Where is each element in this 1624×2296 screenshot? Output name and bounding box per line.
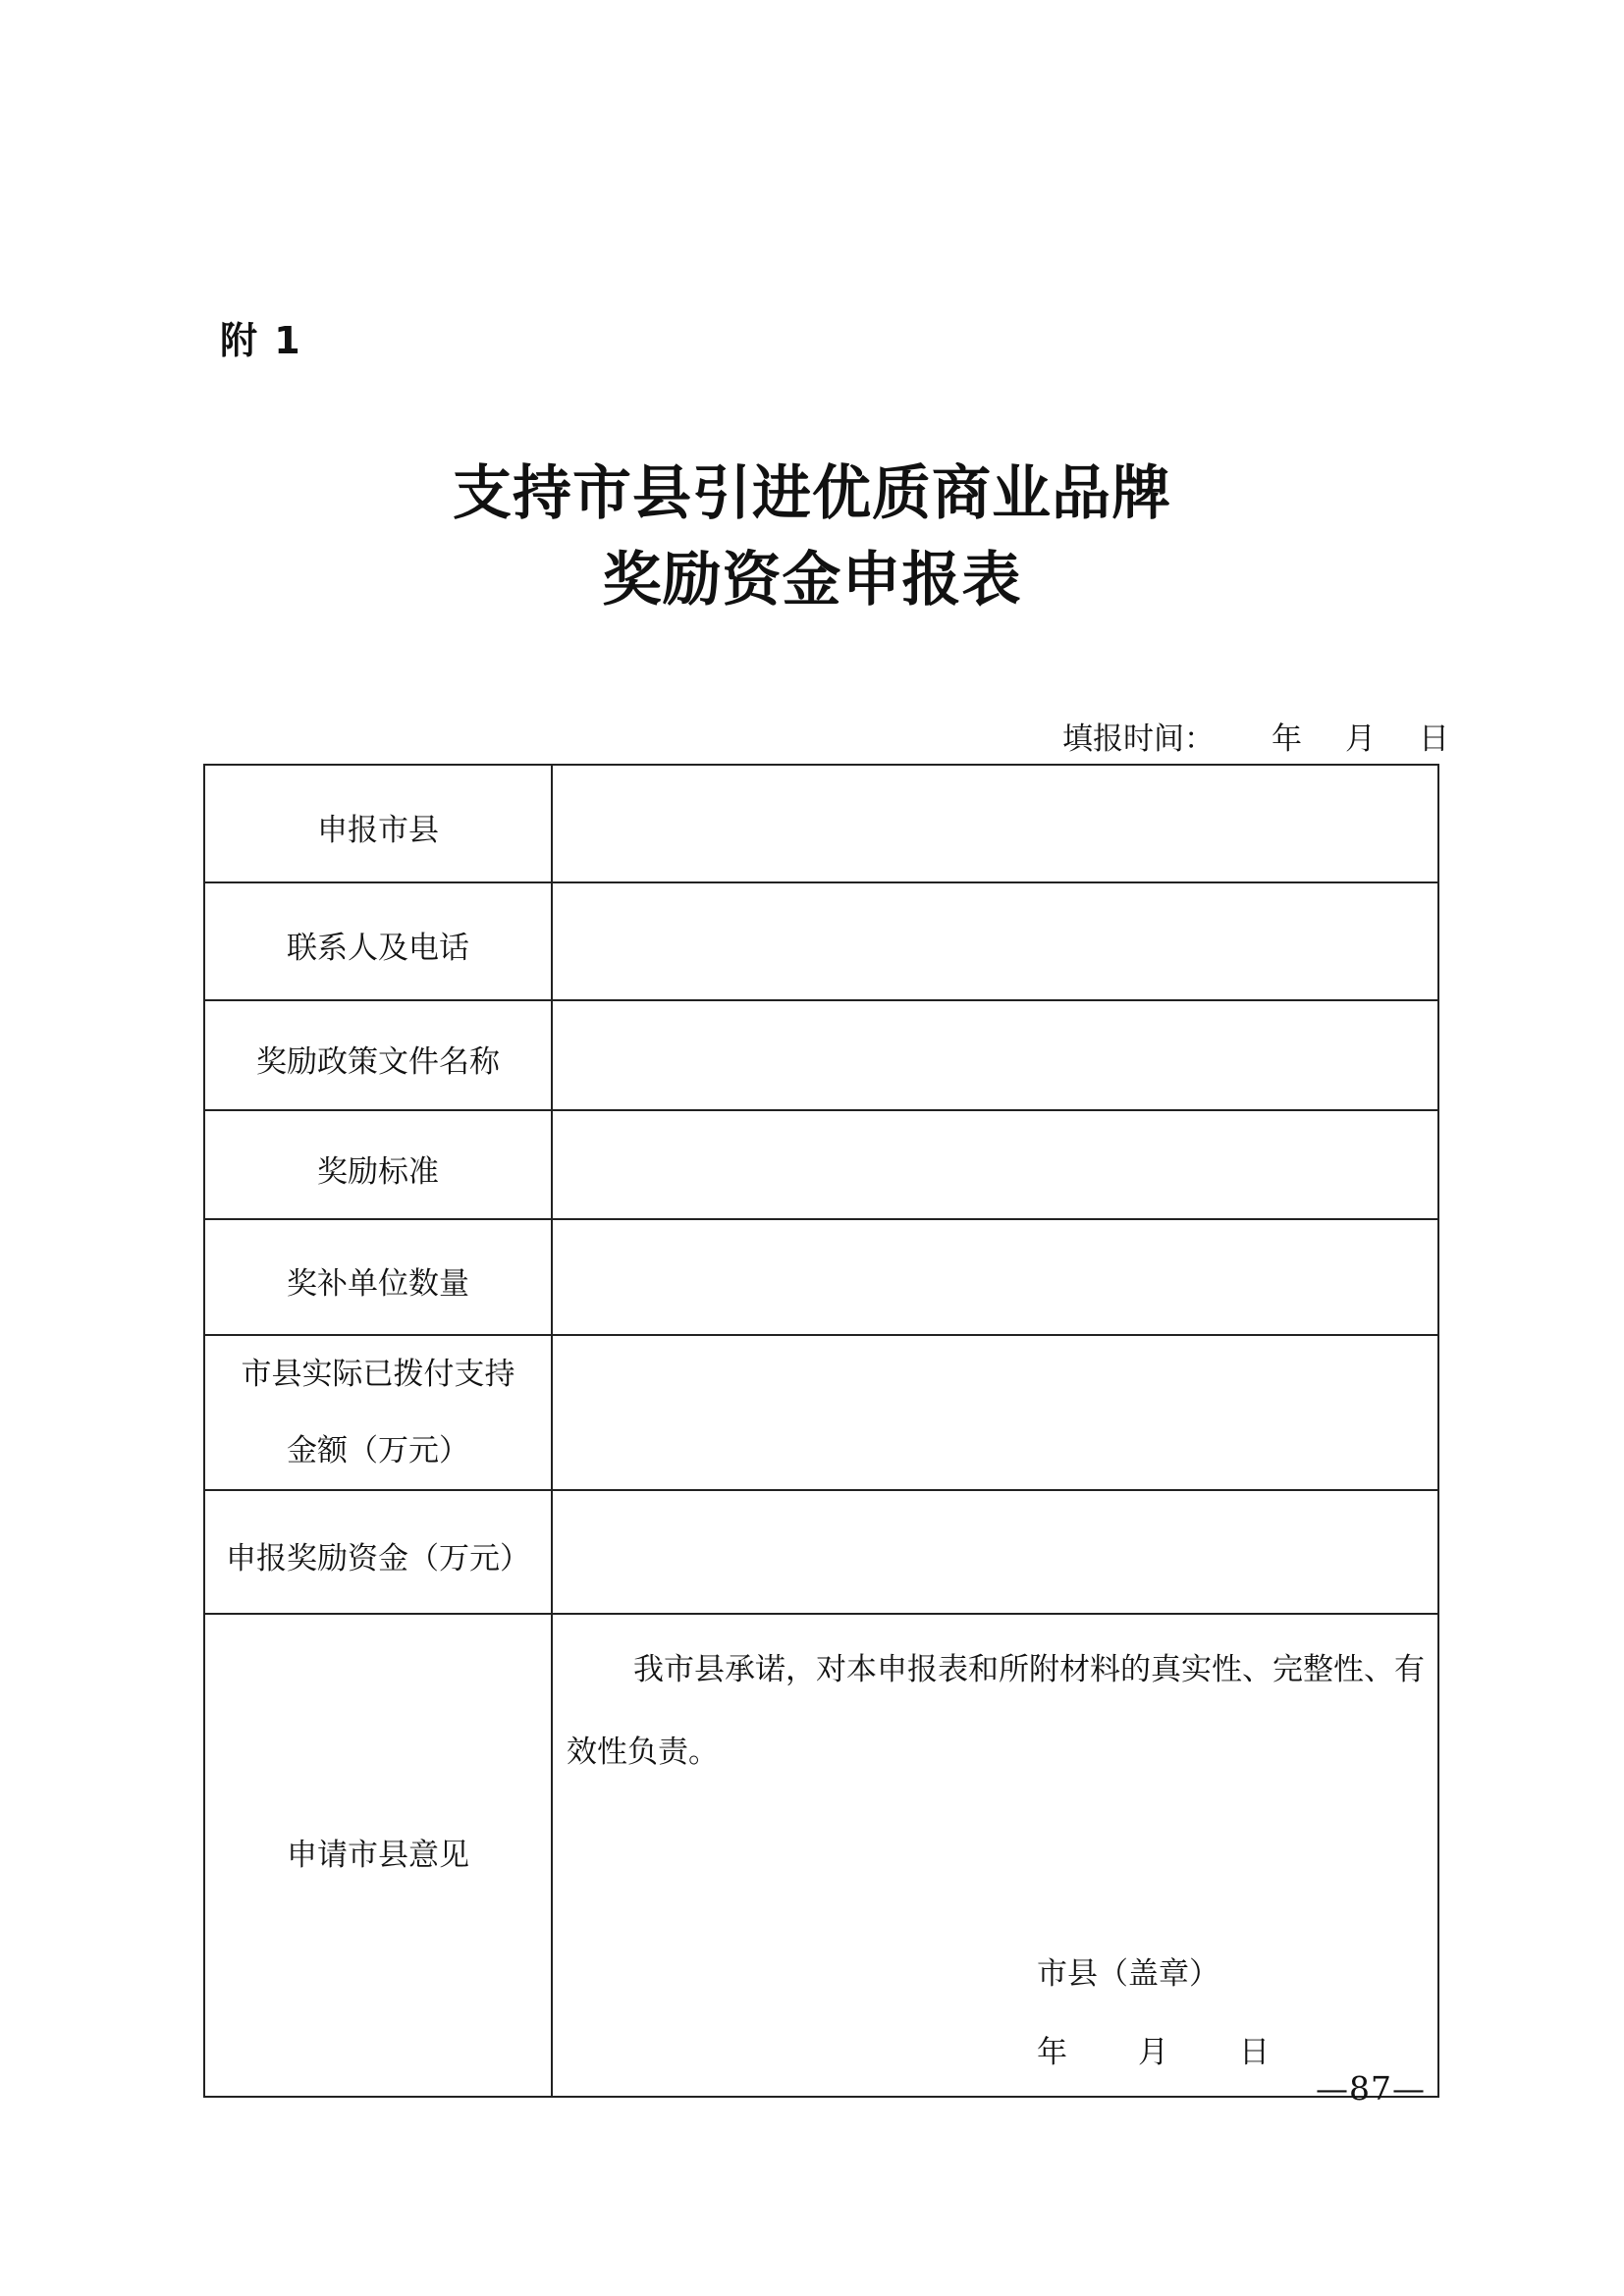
- label-opinion: 申请市县意见: [204, 1614, 552, 2097]
- field-contact[interactable]: [552, 882, 1438, 1000]
- label-requested-amount: 申报奖励资金（万元）: [204, 1490, 552, 1614]
- label-contact: 联系人及电话: [204, 882, 552, 1000]
- field-requested-amount[interactable]: [552, 1490, 1438, 1614]
- form-row-city-county: [204, 765, 1438, 882]
- field-policy-document[interactable]: [552, 1000, 1438, 1110]
- form-row-reward-standard: [204, 1110, 1438, 1219]
- fill-date: [1062, 714, 1449, 758]
- label-policy-document: 奖励政策文件名称: [204, 1000, 552, 1110]
- seal-date-year: 年: [1037, 2035, 1067, 2070]
- field-unit-count[interactable]: [552, 1219, 1438, 1335]
- commitment-text: 我市县承诺，对本申报表和所附材料的真实性、完整性、有效性负责。: [567, 1652, 1425, 1770]
- fill-date-month: 月: [1345, 721, 1376, 757]
- label-paid-amount-line-2: 金额（万元）: [287, 1433, 469, 1468]
- form-row-policy-document: [204, 1000, 1438, 1110]
- label-paid-amount-line-1: 市县实际已拨付支持: [241, 1357, 515, 1392]
- form-row-contact: [204, 882, 1438, 1000]
- field-paid-amount[interactable]: [552, 1335, 1438, 1490]
- fill-date-day: 日: [1419, 721, 1449, 757]
- form-row-opinion: [204, 1614, 1438, 2097]
- seal-label: 市县（盖章）: [1037, 1956, 1219, 1992]
- form-title-line-1: 支持市县引进优质商业品牌: [453, 459, 1171, 528]
- form-title-line-2: 奖励资金申报表: [602, 546, 1022, 614]
- fill-date-label: 填报时间：: [1062, 721, 1215, 757]
- field-city-county[interactable]: [552, 765, 1438, 882]
- form-row-paid-amount: [204, 1335, 1438, 1490]
- seal-date: [1037, 2027, 1270, 2071]
- label-paid-amount: [204, 1335, 552, 1490]
- label-reward-standard: 奖励标准: [204, 1110, 552, 1219]
- attachment-label: 附 1: [220, 319, 302, 362]
- field-reward-standard[interactable]: [552, 1110, 1438, 1219]
- form-row-requested-amount: [204, 1490, 1438, 1614]
- seal-date-day: 日: [1239, 2035, 1270, 2070]
- field-opinion[interactable]: [552, 1614, 1438, 2097]
- application-form-table: [203, 764, 1439, 2098]
- fill-date-year: 年: [1272, 721, 1302, 757]
- label-unit-count: 奖补单位数量: [204, 1219, 552, 1335]
- page-number: —87—: [1316, 2069, 1426, 2108]
- form-row-unit-count: [204, 1219, 1438, 1335]
- label-city-county: 申报市县: [204, 765, 552, 882]
- seal-date-month: 月: [1138, 2035, 1168, 2070]
